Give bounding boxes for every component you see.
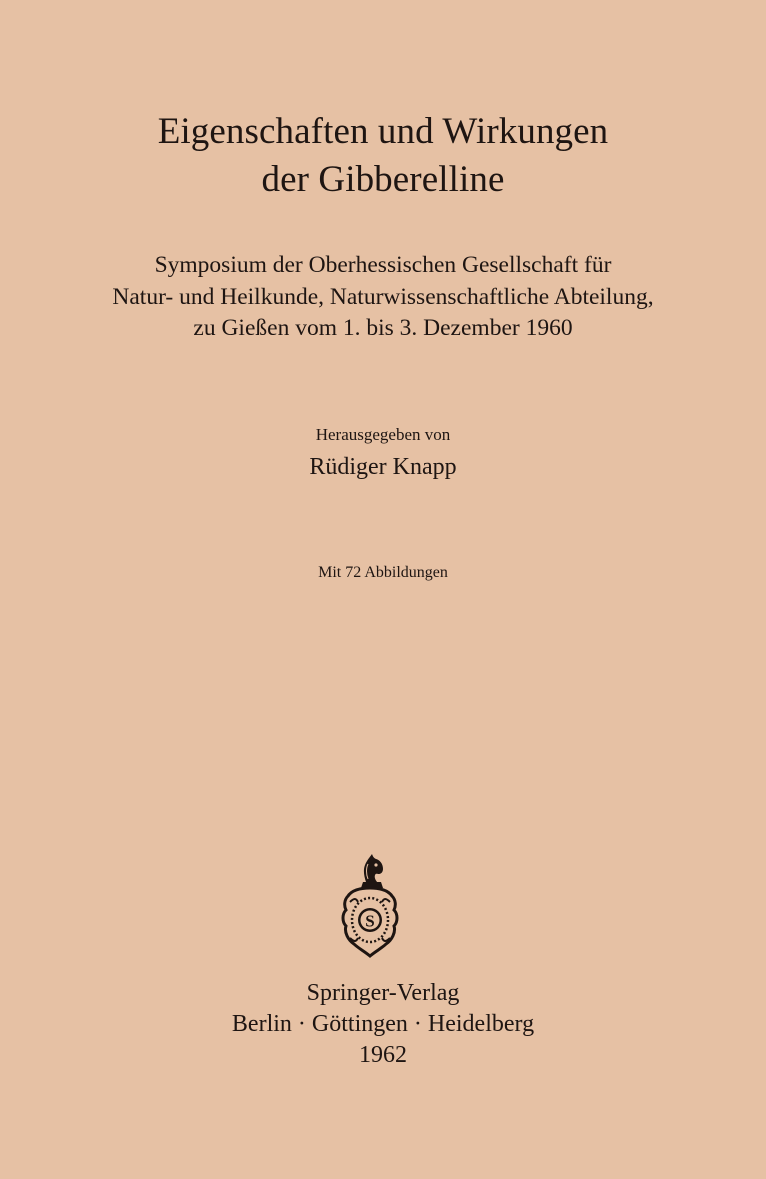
subtitle-line-2: Natur- und Heilkunde, Naturwissenschaftliche Abteilung, [112, 284, 654, 310]
publisher-name: Springer-Verlag [306, 980, 460, 1006]
publisher-cities: Berlin · Göttingen · Heidelberg [231, 1011, 535, 1037]
book-title-line-1: Eigenschaften und Wirkungen [157, 111, 609, 152]
editor-name: Rüdiger Knapp [309, 454, 457, 480]
editor-label: Herausgegeben von [315, 425, 451, 444]
subtitle-line-3: zu Gießen vom 1. bis 3. Dezember 1960 [193, 315, 573, 341]
subtitle-line-1: Symposium der Oberhessischen Gesellschaft für [154, 252, 612, 278]
book-title-line-2: der Gibberelline [261, 159, 505, 200]
illustrations-note: Mit 72 Abbildungen [318, 564, 448, 581]
logo-letter: S [365, 911, 375, 931]
publication-year: 1962 [359, 1042, 407, 1068]
springer-knight-logo-icon [336, 852, 404, 960]
